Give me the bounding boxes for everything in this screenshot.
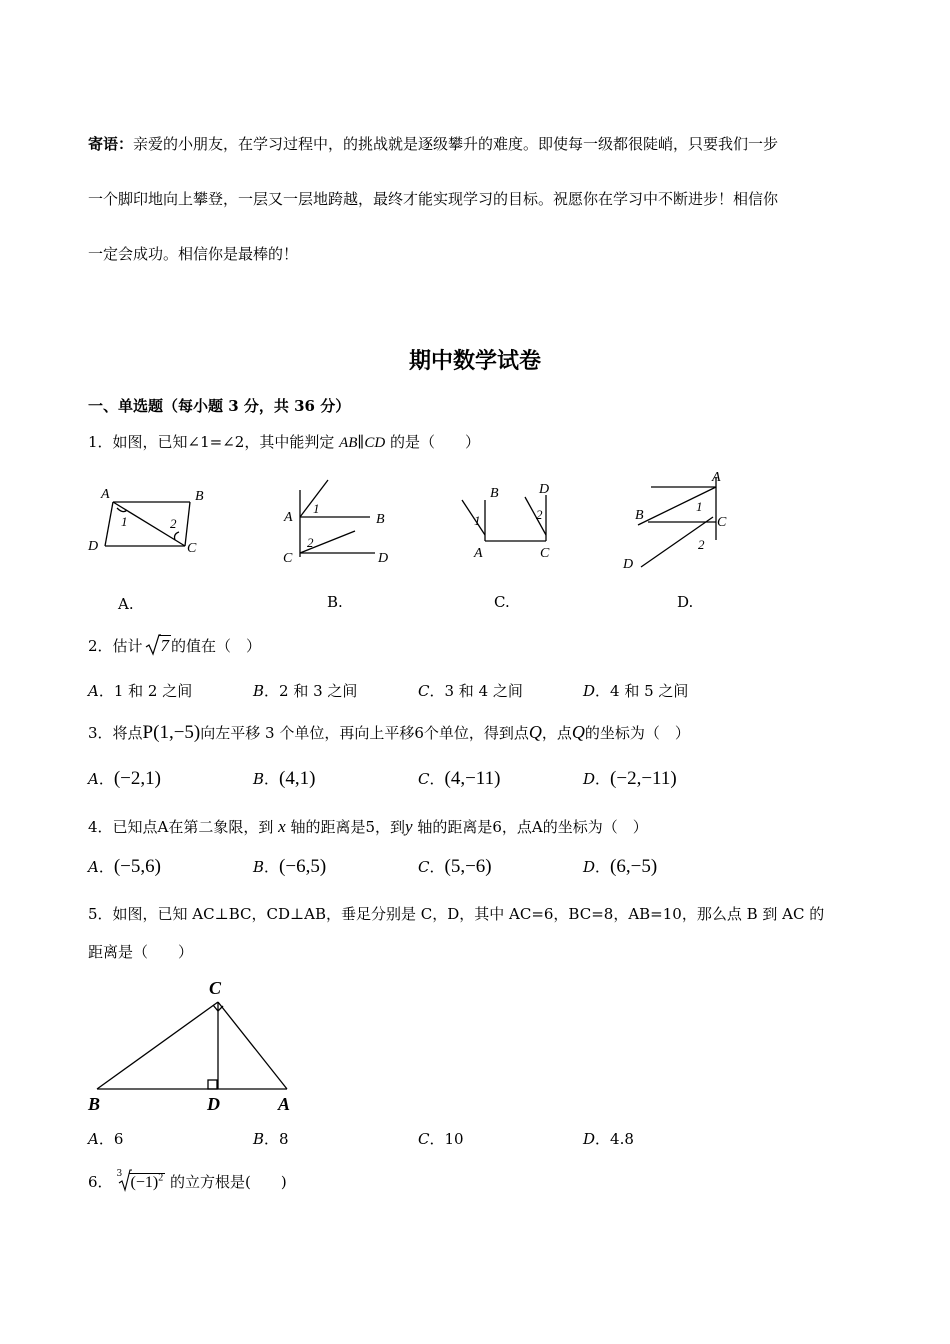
label-point-d: D: [88, 539, 99, 554]
q5-option-b[interactable]: B．8: [253, 1130, 289, 1148]
label-point-c: C: [187, 541, 197, 556]
question-4-stem: 4．已知点A在第二象限，到 x 轴的距离是5，到y 轴的距离是6，点A的坐标为（ ）: [88, 817, 648, 836]
q3-option-d[interactable]: D．(−2,−11): [583, 768, 677, 789]
q4-option-c[interactable]: C．(5,−6): [418, 856, 492, 877]
q4-option-d[interactable]: D．(6,−5): [583, 856, 658, 877]
intro-line-1: 寄语：亲爱的小朋友，在学习过程中，的挑战就是逐级攀升的难度。即使每一级都很陡峭，只要我们一步: [88, 135, 779, 153]
svg-text:2: 2: [307, 535, 314, 550]
question-1-stem: 1．如图，已知∠1=∠2，其中能判定 AB∥CD 的是（ ）: [88, 433, 480, 451]
question-6-stem: 6． 3 $(-1)^2$ 的立方根是( ): [88, 1168, 287, 1191]
label-c: C: [209, 978, 222, 998]
q2-option-c[interactable]: C．3 和 4 之间: [418, 682, 523, 700]
label-point-a: A: [101, 487, 110, 502]
question-5-line-1: 5．如图，已知 AC⊥BC，CD⊥AB，垂足分别是 C，D，其中 AC=6，BC=8，AB=10，那么点 B 到 AC 的: [88, 905, 825, 923]
svg-text:D: D: [539, 482, 550, 497]
intro-label: 寄语：: [88, 135, 134, 153]
q1-figure-b: [280, 475, 400, 570]
svg-text:B: B: [635, 508, 644, 523]
q1-option-b-label[interactable]: B.: [327, 593, 343, 611]
intro-line-2: 一个脚印地向上攀登，一层又一层地跨越，最终才能实现学习的目标。祝愿你在学习中不断进步！相信你: [88, 190, 779, 208]
svg-text:B: B: [490, 486, 499, 501]
svg-text:C: C: [283, 551, 293, 566]
page-title: 期中数学试卷: [408, 348, 541, 374]
svg-text:C: C: [540, 546, 550, 561]
q5-option-a[interactable]: A．6: [88, 1130, 124, 1148]
svg-text:D: D: [378, 551, 389, 566]
svg-text:1: 1: [474, 513, 481, 528]
q1-option-a-label[interactable]: A.: [118, 595, 134, 613]
label-angle-2: 2: [170, 516, 177, 531]
sqrt-symbol: 7: [145, 636, 172, 656]
svg-text:D: D: [623, 557, 634, 572]
q4-option-a[interactable]: A．(−5,6): [88, 856, 161, 877]
question-2-stem: 2．估计 7 的值在（ ）: [88, 636, 262, 655]
q2-option-d[interactable]: D．4 和 5 之间: [583, 682, 689, 700]
question-5-line-2: 距离是（ ）: [88, 943, 194, 961]
radical-icon: [145, 634, 161, 656]
svg-text:2: 2: [698, 537, 705, 552]
q1-option-d-label[interactable]: D.: [677, 593, 694, 611]
svg-text:B: B: [376, 512, 385, 527]
q4-option-b[interactable]: B．(−6,5): [253, 856, 327, 877]
q2-option-a[interactable]: A．1 和 2 之间: [88, 682, 193, 700]
q3-option-c[interactable]: C．(4,−11): [418, 768, 501, 789]
q1-figure-a: [85, 480, 225, 560]
label-angle-1: 1: [121, 514, 128, 529]
label-point-b: B: [195, 489, 204, 504]
q5-option-c[interactable]: C．10: [418, 1130, 464, 1148]
q1-figure-c: [450, 475, 570, 565]
svg-text:A: A: [712, 470, 721, 485]
q2-option-b[interactable]: B．2 和 3 之间: [253, 682, 358, 700]
q1-figure-d: [618, 465, 743, 575]
radical-icon: [118, 1169, 132, 1193]
question-3-stem: 3．将点P(1,−5)向左平移 3 个单位，再向上平移6个单位，得到点Q，点Q的坐标为（ ）: [88, 722, 690, 743]
svg-text:C: C: [717, 515, 727, 530]
svg-text:1: 1: [313, 501, 320, 516]
label-b: B: [88, 1094, 101, 1114]
q1-option-c-label[interactable]: C.: [494, 593, 510, 611]
q3-option-a[interactable]: A．(−2,1): [88, 768, 161, 789]
svg-text:A: A: [284, 510, 293, 525]
label-a: A: [278, 1094, 291, 1114]
svg-text:A: A: [474, 546, 483, 561]
label-d: D: [207, 1094, 220, 1114]
q5-triangle-figure: [85, 972, 325, 1117]
section-heading: 一、单选题（每小题 3 分，共 36 分）: [88, 397, 351, 415]
svg-text:1: 1: [696, 499, 703, 514]
cube-root-symbol: 3 $(-1)^2$: [116, 1168, 164, 1191]
svg-text:2: 2: [536, 507, 543, 522]
intro-line-3: 一定会成功。相信你是最棒的！: [88, 245, 299, 263]
q3-option-b[interactable]: B．(4,1): [253, 768, 316, 789]
q5-option-d[interactable]: D．4.8: [583, 1130, 634, 1148]
